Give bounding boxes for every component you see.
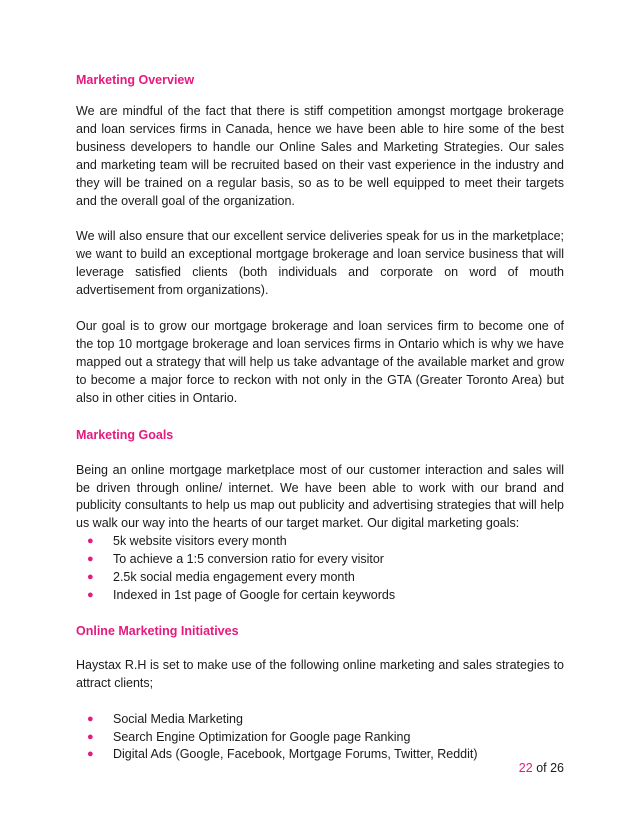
list-item (87, 569, 564, 587)
list-item-text: Indexed in 1st page of Google for certain keywords (113, 587, 396, 602)
page-number (460, 760, 564, 777)
heading-marketing-goals: Marketing Goals (76, 427, 174, 442)
heading-online-marketing-initiatives: Online Marketing Initiatives (76, 623, 239, 638)
goals-bullet-list (76, 533, 564, 605)
paragraph: Our goal is to grow our mortgage brokerage and loan services firm to become one of the top 10 mortgage brokerage and loan services firms in Ontario which is why we have mapped out a strategy that will help us take advantage of the available market and grow to become a major force to reckon with not only in the GTA (Greater Toronto Area) but also in other cities in Ontario. (76, 319, 564, 405)
current-page-number: 22 (518, 761, 533, 775)
list-item-text: Social Media Marketing (113, 711, 243, 726)
heading-marketing-overview: Marketing Overview (76, 73, 195, 87)
list-item (87, 711, 564, 729)
bullet-icon: ● (87, 588, 94, 601)
bullet-icon: ● (87, 553, 94, 566)
paragraph: We are mindful of the fact that there is stiff competition amongst mortgage brokerage and loan services firms in Canada, hence we have been able to hire some of the best business developers to handle our Online Sales and Marketing Strategies. Our sales and marketing team will be recruited based on their vast experience in the industry and they will be trained on a regular basis, so as to be well equipped to meet their targets and the overall goal of the organization. (76, 104, 564, 208)
list-item-text: Search Engine Optimization for Google page Ranking (113, 729, 411, 744)
bullet-icon: ● (87, 730, 94, 743)
paragraph: We will also ensure that our excellent service deliveries speak for us in the marketplace; we want to build an exceptional mortgage brokerage and loan service business that will leverage satisfied clients (both individuals and corporate on word of mouth advertisement from organizations). (76, 229, 564, 298)
bullet-icon: ● (87, 571, 94, 584)
total-pages-label: of 26 (536, 761, 564, 775)
bullet-icon: ● (87, 535, 94, 548)
bullet-icon: ● (87, 712, 94, 725)
initiatives-bullet-list (76, 711, 564, 765)
list-item (87, 551, 564, 569)
paragraph: Haystax R.H is set to make use of the following online marketing and sales strategies to attract clients; (76, 657, 564, 690)
document-page (76, 68, 564, 764)
list-item (87, 533, 564, 551)
list-item-text: 5k website visitors every month (113, 534, 287, 549)
list-item-text: To achieve a 1:5 conversion ratio for every visitor (113, 552, 384, 567)
paragraph: Being an online mortgage marketplace most of our customer interaction and sales will be driven through online/ internet. We have been able to work with our brand and publicity consultants to help us map out publicity and advertising strategies that will help us walk our way into the hearts of our target market. Our digital marketing goals: (76, 462, 564, 531)
list-item (87, 729, 564, 747)
bullet-icon: ● (87, 748, 94, 761)
list-item-text: 2.5k social media engagement every month (113, 570, 355, 585)
list-item-text: Digital Ads (Google, Facebook, Mortgage Forums, Twitter, Reddit) (113, 747, 478, 762)
list-item (87, 587, 564, 605)
